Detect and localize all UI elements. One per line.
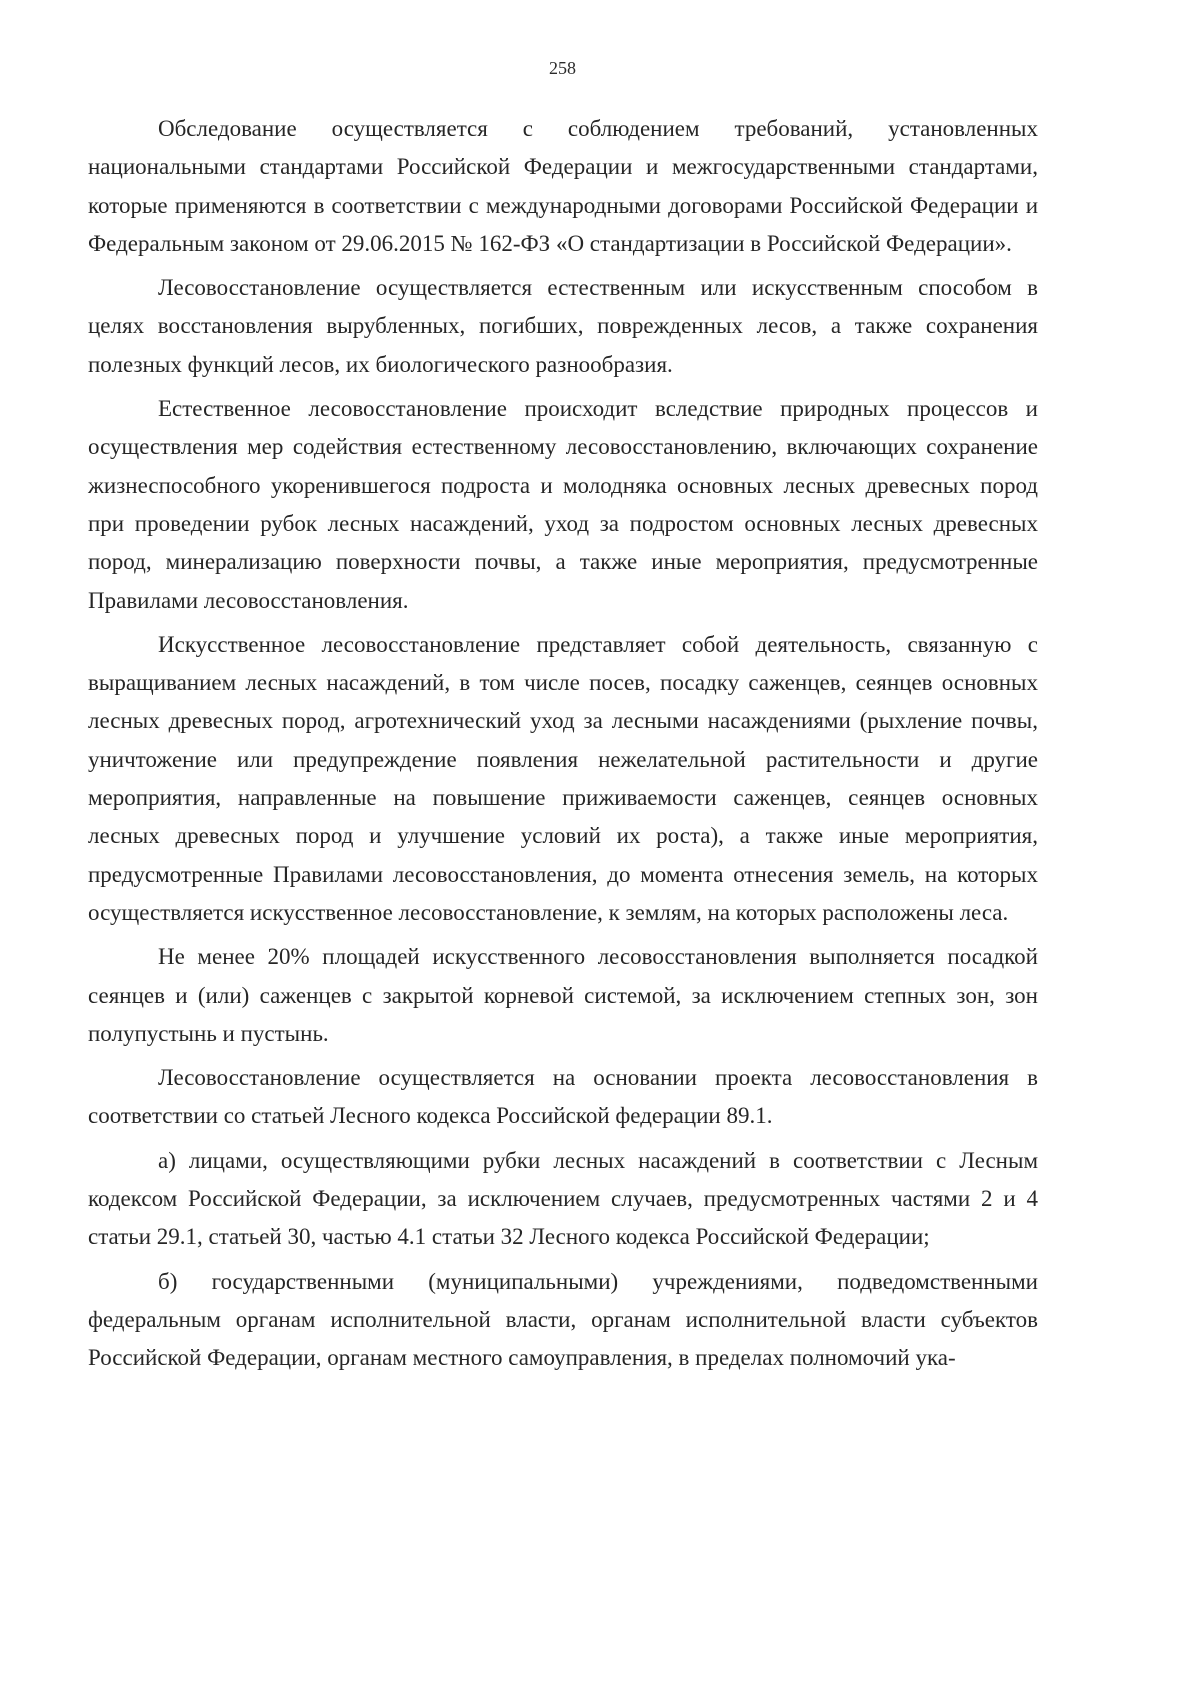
- document-body: [88, 110, 1038, 1384]
- paragraph: Искусственное лесовосстановление представляет собой деятельность, связанную с выращиванием лесных насаждений, в том числе посев, посадку саженцев, сеянцев основных лесных древесных пород, агротехнический уход за лесными насаждениями (рыхление почвы, уничтожение или предупреждение появления нежелательной растительности и другие мероприятия, направленные на повышение приживаемости саженцев, сеянцев основных лесных древесных пород и улучшение условий их роста), а также иные мероприятия, предусмотренные Правилами лесовосстановления, до момента отнесения земель, на которых осуществляется искусственное лесовосстановление, к землям, на которых расположены леса.: [88, 631, 1038, 925]
- paragraph: Естественное лесовосстановление происходит вследствие природных процессов и осуществления мер содействия естественному лесовосстановлению, включающих сохранение жизнеспособного укоренившегося подроста и молодняка основных лесных древесных пород при проведении рубок лесных насаждений, уход за подростом основных лесных древесных пород, минерализацию поверхности почвы, а также иные мероприятия, предусмотренные Правилами лесовосстановления.: [88, 396, 1038, 613]
- paragraph: а) лицами, осуществляющими рубки лесных насаждений в соответствии с Лесным кодексом Российской Федерации, за исключением случаев, предусмотренных частями 2 и 4 статьи 29.1, статьей 30, частью 4.1 статьи 32 Лесного кодекса Российской Федерации;: [88, 1147, 1038, 1250]
- paragraph: б) государственными (муниципальными) учреждениями, подведомственными федеральным органам исполнительной власти, органам исполнительной власти субъектов Российской Федерации, органам местного самоуправления, в пределах полномочий ука-: [88, 1268, 1038, 1371]
- paragraph: Лесовосстановление осуществляется естественным или искусственным способом в целях восстановления вырубленных, погибших, поврежденных лесов, а также сохранения полезных функций лесов, их биологического разнообразия.: [88, 275, 1038, 377]
- page-number: 258: [549, 58, 576, 78]
- paragraph: Лесовосстановление осуществляется на основании проекта лесовосстановления в соответствии со статьей Лесного кодекса Российской федерации 89.1.: [88, 1065, 1038, 1129]
- paragraph: Обследование осуществляется с соблюдением требований, установленных национальными стандартами Российской Федерации и межгосударственными стандартами, которые применяются в соответствии с международными договорами Российской Федерации и Федеральным законом от 29.06.2015 № 162-ФЗ «О стандартизации в Российской Федерации».: [88, 116, 1038, 256]
- paragraph: Не менее 20% площадей искусственного лесовосстановления выполняется посадкой сеянцев и (или) саженцев с закрытой корневой системой, за исключением степных зон, зон полупустынь и пустынь.: [88, 944, 1038, 1046]
